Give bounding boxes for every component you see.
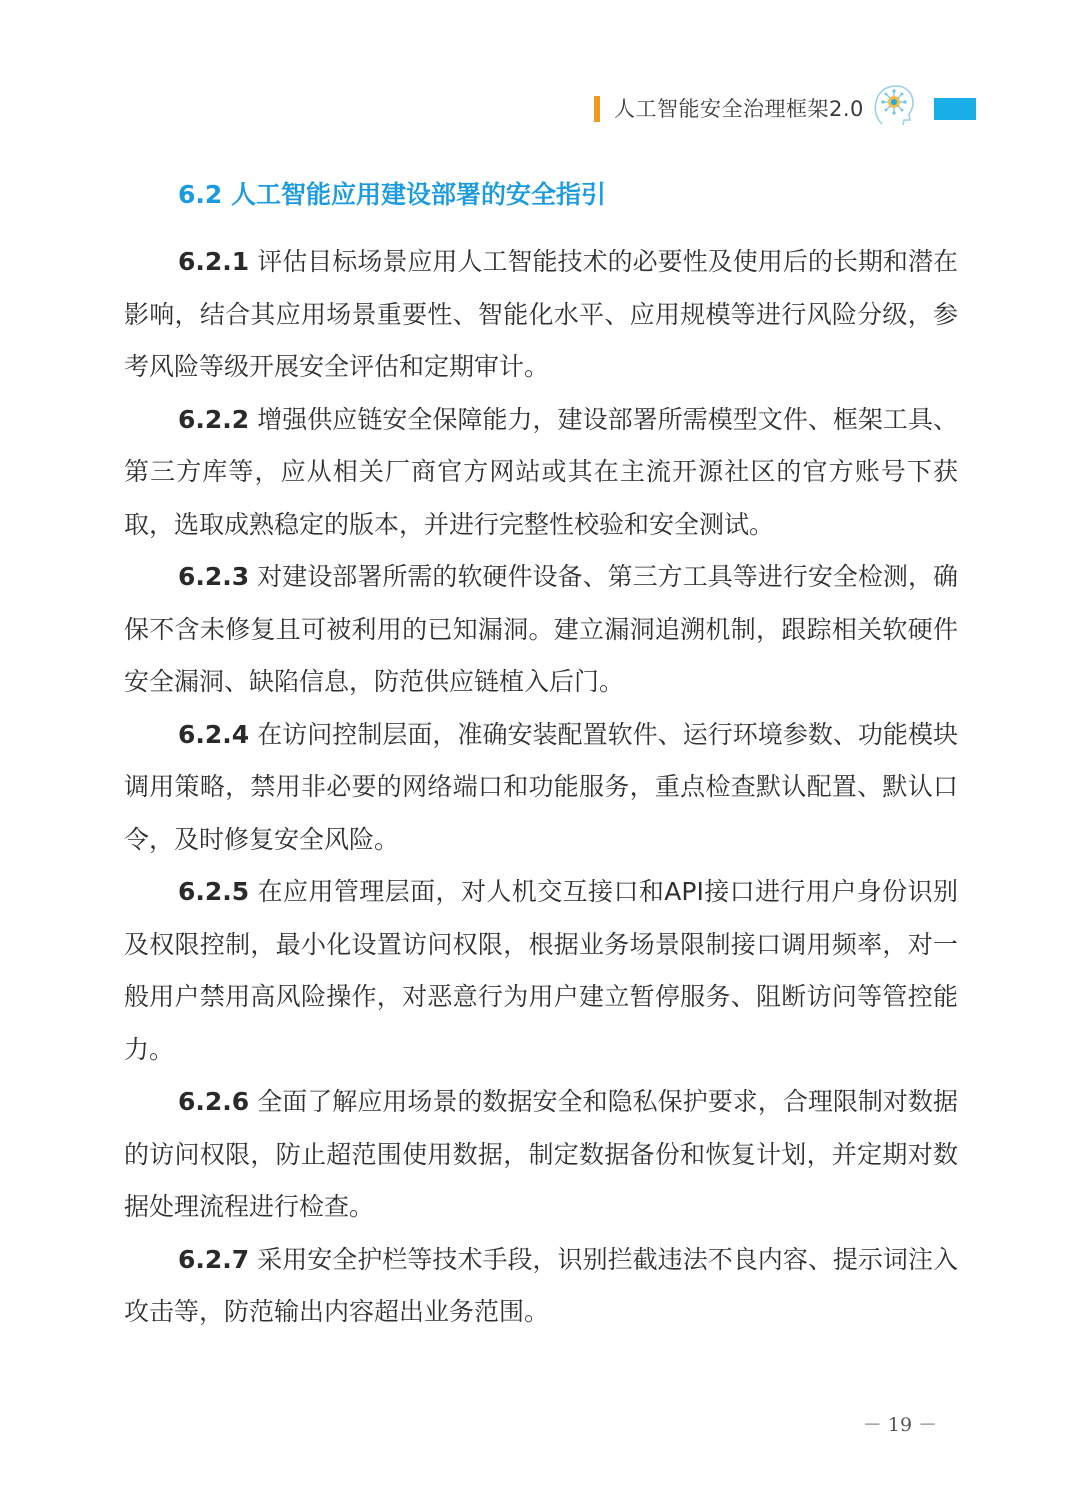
clause-number: 6.2.3 [178,562,250,591]
header-title: 人工智能安全治理框架2.0 [614,97,864,121]
paragraph-6-2-7 [124,1234,958,1339]
clause-text: 评估目标场景应用人工智能技术的必要性及使用后的长期和潜在影响，结合其应用场景重要性、智能化水平、应用规模等进行风险分级，参考风险等级开展安全评估和定期审计。 [124,247,958,381]
header-accent-bar [594,96,600,122]
clause-number: 6.2.2 [178,404,250,434]
clause-text: 采用安全护栏等技术手段，识别拦截违法不良内容、提示词注入攻击等，防范输出内容超出业务范围。 [124,1244,958,1326]
clause-number: 6.2.1 [178,247,250,276]
clause-text: 对建设部署所需的软硬件设备、第三方工具等进行安全检测，确保不含未修复且可被利用的已知漏洞。建立漏洞追溯机制，跟踪相关软硬件安全漏洞、缺陷信息，防范供应链植入后门。 [124,562,958,696]
clause-text: 全面了解应用场景的数据安全和隐私保护要求，合理限制对数据的访问权限，防止超范围使用数据，制定数据备份和恢复计划，并定期对数据处理流程进行检查。 [124,1087,958,1221]
paragraph-6-2-5 [124,866,958,1076]
clause-text: 在应用管理层面，对人机交互接口和API接口进行用户身份识别及权限控制，最小化设置访问权限，根据业务场景限制接口调用频率，对一般用户禁用高风险操作，对恶意行为用户建立暂停服务、阻断访问等管控能力。 [124,877,958,1064]
clause-number: 6.2.7 [178,1244,250,1274]
section-content [124,236,958,1339]
paragraph-6-2-3 [124,551,958,709]
paragraph-6-2-4 [124,709,958,867]
ai-brain-head-icon [866,78,922,134]
paragraph-6-2-6 [124,1076,958,1234]
clause-number: 6.2.5 [178,877,250,906]
clause-number: 6.2.4 [178,719,250,749]
paragraph-6-2-1 [124,236,958,394]
clause-text: 增强供应链安全保障能力，建设部署所需模型文件、框架工具、第三方库等，应从相关厂商官方网站或其在主流开源社区的官方账号下获取，选取成熟稳定的版本，并进行完整性校验和安全测试。 [124,404,958,539]
paragraph-6-2-2 [124,394,958,552]
header-color-block [934,98,976,120]
page-number: － 19 － [862,1414,938,1436]
clause-number: 6.2.6 [178,1087,250,1116]
clause-text: 在访问控制层面，准确安装配置软件、运行环境参数、功能模块调用策略，禁用非必要的网络端口和功能服务，重点检查默认配置、默认口令，及时修复安全风险。 [124,719,958,854]
page-header [0,92,1080,132]
section-title: 6.2 人工智能应用建设部署的安全指引 [178,180,606,209]
